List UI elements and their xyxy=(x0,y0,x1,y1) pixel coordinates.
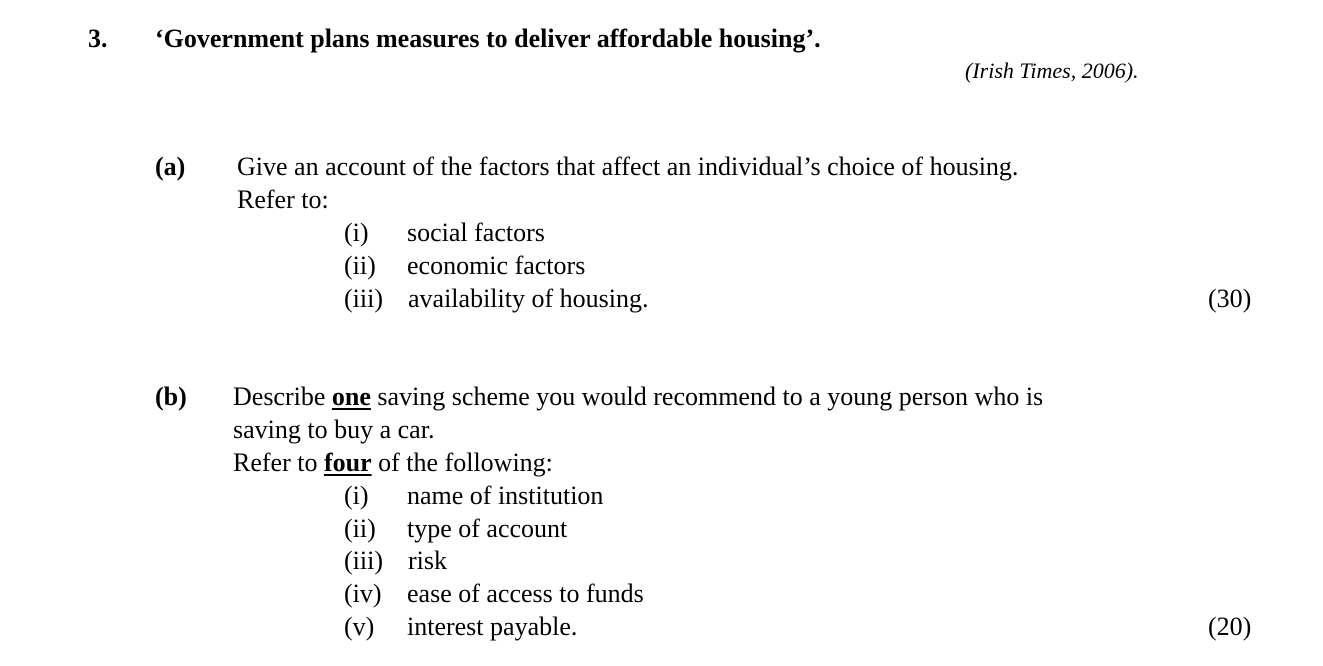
part-a-item-numeral: (iii) xyxy=(344,284,383,313)
part-b-item-text: ease of access to funds xyxy=(407,579,644,608)
part-b-label: (b) xyxy=(155,382,187,411)
part-b-line1-pre: Describe xyxy=(233,382,332,411)
part-b-emphasis-one: one xyxy=(331,382,371,411)
part-b-line2: saving to buy a car. xyxy=(233,415,435,444)
part-a-line1: Give an account of the factors that affect an individual’s choice of housing. xyxy=(237,152,1019,181)
part-a-item-numeral: (i) xyxy=(344,218,369,247)
question-source: (Irish Times, 2006). xyxy=(965,58,1139,83)
part-b-line1 xyxy=(233,382,1043,412)
part-b-line3 xyxy=(233,448,553,478)
part-b-item-numeral: (v) xyxy=(344,612,375,641)
part-b-item-numeral: (ii) xyxy=(344,514,376,543)
part-a-line2: Refer to: xyxy=(237,185,329,214)
question-title: ‘Government plans measures to deliver affordable housing’. xyxy=(155,24,821,53)
part-a-marks: (30) xyxy=(1208,284,1252,313)
part-b-item-text: type of account xyxy=(407,514,568,543)
part-a-item-text: availability of housing. xyxy=(408,284,649,313)
question-number: 3. xyxy=(88,24,108,53)
part-b-line3-pre: Refer to xyxy=(233,448,324,477)
part-b-item-text: risk xyxy=(408,546,447,575)
part-b-marks: (20) xyxy=(1208,612,1252,641)
part-b-item-numeral: (iv) xyxy=(344,579,382,608)
part-b-line1-post: saving scheme you would recommend to a young person who is xyxy=(370,382,1044,411)
part-a-item-text: economic factors xyxy=(407,251,586,280)
part-a-label: (a) xyxy=(155,152,186,181)
part-b-item-text: name of institution xyxy=(407,481,604,510)
part-b-line3-post: of the following: xyxy=(371,448,553,477)
part-a-item-text: social factors xyxy=(407,218,545,247)
part-a-item-numeral: (ii) xyxy=(344,251,376,280)
part-b-item-numeral: (i) xyxy=(344,481,369,510)
part-b-item-text: interest payable. xyxy=(407,612,578,641)
part-b-emphasis-four: four xyxy=(323,448,372,477)
part-b-item-numeral: (iii) xyxy=(344,546,383,575)
